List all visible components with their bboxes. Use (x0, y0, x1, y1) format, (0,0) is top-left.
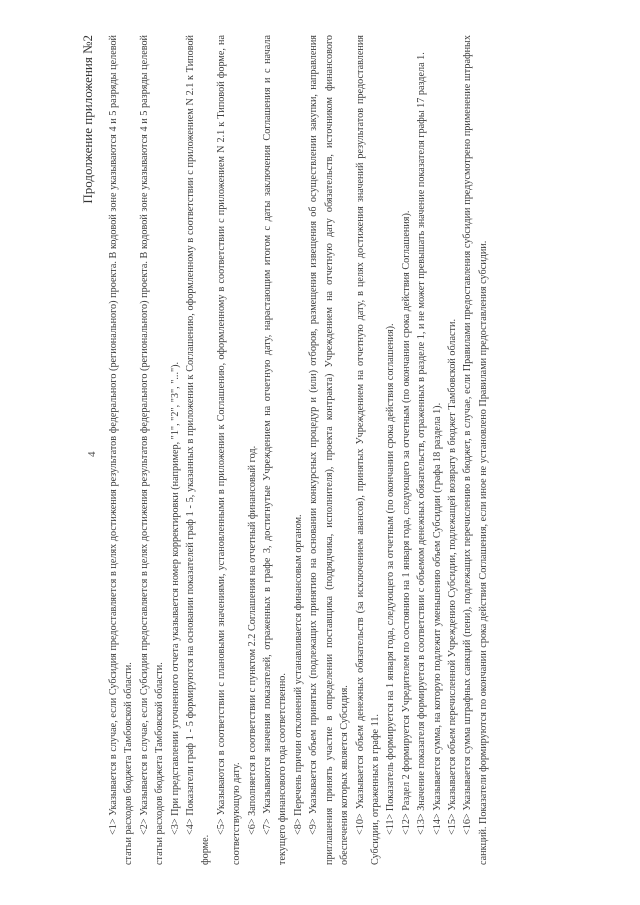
footnote-2: <2> Указывается в случае, если Субсидия предоставляется в целях достижения результатов федерального (регионального) проекта. В кодовой зоне указываются 4 и 5 разряды целевой статьи расходов бюджета Тамбовской области. (138, 35, 166, 865)
rotated-page-content (80, 35, 489, 865)
footnote-6: <6> Заполняется в соответствии с пунктом 2.2 Соглашения на отчетный финансовый год. (246, 445, 258, 835)
footnote-14: <14> Указывается сумма, на которую подлежит уменьшению объем Субсидии (графа 18 раздела 1). (431, 402, 443, 835)
footnote-3: <3> При представлении уточненного отчета указывается номер корректировки (например, "1", "2", "3", "..."). (169, 361, 181, 835)
footnote-16: <16> Указывается сумма штрафных санкций (пени), подлежащих перечислению в бюджет, в случае, если Правилами предоставления субсидии предусмотрено применение штрафных санкций. Показатели формируются по окончании срока действия Соглашения, если иное не установлено Правилами предоставления субсидии. (462, 35, 489, 865)
appendix-label: Продолжение приложения №2 (80, 35, 95, 204)
footnote-9: <9> Указывается объем принятых (подлежащих принятию на основании конкурсных процедур и (или) отборов, размещения извещения об осуществлении закупки, направления приглашения принять участие в определении поставщика (подрядчика, исполнителя), проекта контракта) Учреждением на отчетную дату обязательств, источником финансового обеспечения которых является Субсидия. (308, 35, 351, 865)
footnote-12: <12> Раздел 2 формируется Учредителем по состоянию на 1 января года, следующего за отчетным (по окончании срока действия Соглашения). (400, 210, 412, 835)
footnote-15: <15> Указывается объем перечисленной Учреждению Субсидии, подлежащей возврату в бюджет Тамбовской области. (446, 318, 458, 835)
footnote-8: <8> Перечень причин отклонений устанавливается финансовым органом. (292, 514, 304, 835)
footnote-5: <5> Указываются в соответствии с плановыми значениями, установленными в приложении к Соглашению, оформленному в соответствии с приложением N 2.1 к Типовой форме, на соответствующую дату. (215, 35, 243, 865)
footnote-13: <13> Значение показателя формируется в соответствии с объемом денежных обязательств, отраженных в разделе 1, и не может превышать значение показателя графы 17 раздела 1. (416, 52, 428, 835)
footnote-1: <1> Указывается в случае, если Субсидия предоставляется в целях достижения результатов федерального (регионального) проекта. В кодовой зоне указываются 4 и 5 разряды целевой статьи расходов бюджета Тамбовской области. (108, 35, 135, 865)
footnote-4: <4> Показатели граф 1 - 5 формируются на основании показателей граф 1 - 5, указанных в приложении к Соглашению, оформленному в соответствии с приложением N 2.1 к Типовой форме. (185, 35, 212, 865)
footnote-10: <10> Указывается объем денежных обязательств (за исключением авансов), принятых Учреждением на отчетную дату, в целях достижения значений результатов предоставления Субсидии, отраженных в графе 11. (354, 35, 381, 865)
page-number: 4 (86, 451, 98, 457)
footnote-7: <7> Указываются значения показателей, отраженных в графе 3, достигнутые Учреждением на отчетную дату, нарастающим итогом с даты заключения Соглашения и с начала текущего финансового года соответственно. (262, 35, 289, 865)
footnote-11: <11> Показатель формируется на 1 января года, следующего за отчетным (по окончании срока действия соглашения). (385, 323, 397, 835)
footnotes-list (106, 35, 491, 865)
